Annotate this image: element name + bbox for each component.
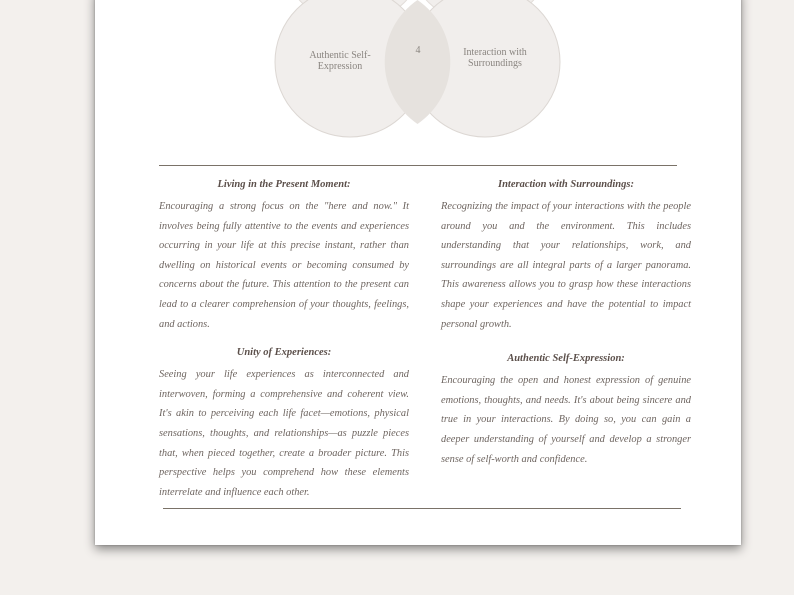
section-text: Recognizing the impact of your interactions with the people around you and the environment. This includes understanding that your relationships, work, and surroundings are all integral parts of a larger panorama. This awareness allows you to grasp how these interactions shape your experiences and have the potential to impact personal growth.	[441, 201, 691, 330]
document-page	[95, 0, 741, 545]
section-heading: Living in the Present Moment:	[217, 179, 351, 190]
section-text: Seeing your life experiences as interconnected and interwoven, forming a comprehensive and coherent view. It's akin to perceiving each life facet—emotions, physical sensations, thoughts, and relationships—as puzzle pieces that, when pieced together, create a broader picture. This perspective helps you comprehend how these elements interrelate and influence each other.	[159, 369, 409, 498]
section-present-moment	[159, 178, 409, 334]
section-interaction	[441, 178, 691, 334]
top-divider	[159, 165, 677, 166]
section-authentic-self-expression	[441, 352, 691, 469]
section-unity-of-experiences	[159, 346, 409, 502]
venn-label-left: Authentic Self-Expression	[309, 50, 371, 72]
bottom-divider	[163, 508, 681, 509]
left-column	[159, 178, 409, 502]
venn-label-center: 4	[415, 45, 421, 56]
section-heading: Interaction with Surroundings:	[498, 179, 634, 190]
section-heading: Authentic Self-Expression:	[507, 353, 625, 365]
section-text: Encouraging the open and honest expression of genuine emotions, thoughts, and needs. It's about being sincere and true in your interactions. By doing so, you can gain a deeper understanding of yourself and develop a stronger sense of self-worth and confidence.	[441, 375, 691, 465]
right-column	[441, 178, 691, 469]
venn-diagram	[95, 0, 741, 150]
venn-label-right: Interaction with Surroundings	[463, 47, 527, 69]
section-text: Encouraging a strong focus on the "here and now." It involves being fully attentive to the events and experiences occurring in your life at this precise instant, rather than dwelling on historical events or becoming consumed by concerns about the future. This attention to the present can lead to a clearer comprehension of your thoughts, feelings, and actions.	[159, 201, 409, 330]
section-heading: Unity of Experiences:	[236, 347, 332, 359]
